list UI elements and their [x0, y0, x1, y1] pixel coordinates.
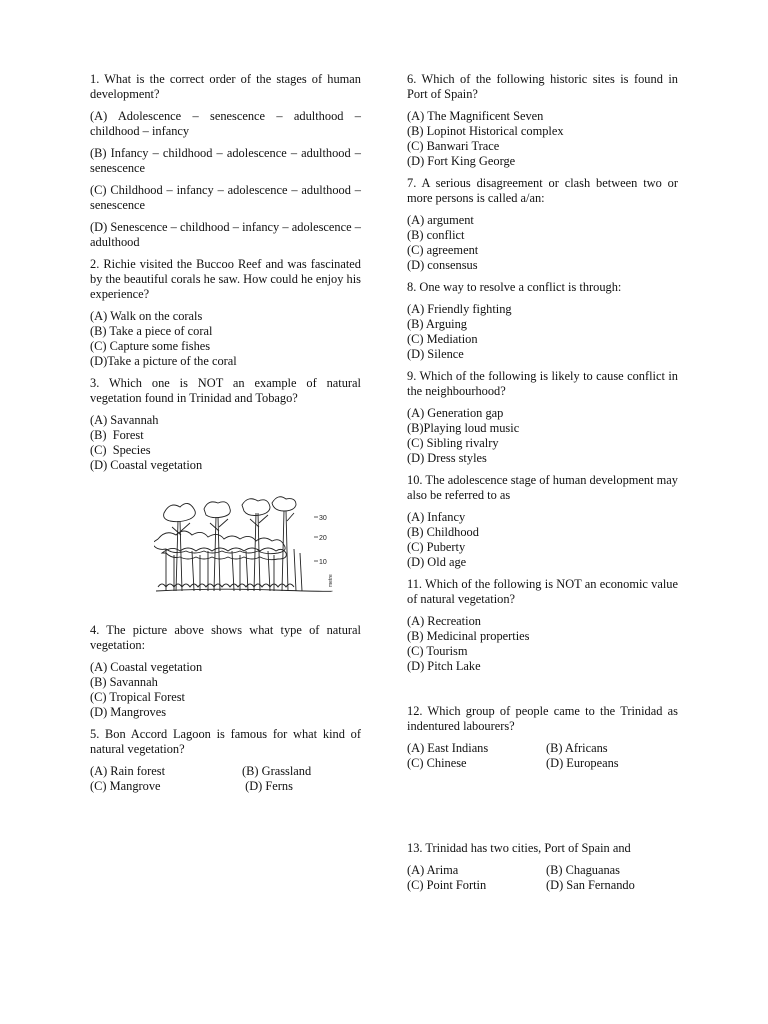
options-list	[407, 302, 678, 362]
option-d: (D) Ferns	[242, 779, 293, 793]
scale-label-20: 20	[319, 535, 327, 542]
option-c: (C) Mangrove	[90, 779, 161, 793]
option-b: (B) Infancy – childhood – adolescence – adulthood – senescence	[90, 146, 361, 175]
option-b: (B) Arguing	[407, 317, 468, 331]
option-c: (C) Species	[90, 443, 151, 457]
option-a: (A) Generation gap	[407, 406, 504, 420]
question-text: 1. What is the correct order of the stages of human development?	[90, 72, 361, 101]
question-8	[407, 280, 678, 362]
option-a: (A) Coastal vegetation	[90, 660, 203, 674]
option-b: (B) Childhood	[407, 525, 479, 539]
options-list	[90, 413, 361, 473]
option-c: (C) Sibling rivalry	[407, 436, 499, 450]
scale-unit-label: metre	[328, 574, 334, 587]
option-b: (B) Savannah	[90, 675, 158, 689]
options-grid	[407, 863, 678, 893]
options-list	[407, 213, 678, 273]
option-d: (D) Fort King George	[407, 154, 516, 168]
options-list	[407, 614, 678, 674]
option-d: (D)Take a picture of the coral	[90, 354, 237, 368]
options-list	[407, 109, 678, 169]
option-c: (C) Childhood – infancy – adolescence – adulthood – senescence	[90, 183, 361, 212]
option-c: (C) Chinese	[407, 756, 467, 770]
option-d: (D) Pitch Lake	[407, 659, 481, 673]
question-10	[407, 473, 678, 570]
option-a: (A) Arima	[407, 863, 459, 877]
option-a: (A) Savannah	[90, 413, 159, 427]
option-d: (D) Senescence – childhood – infancy – adolescence – adulthood	[90, 220, 361, 249]
option-b: (B) Medicinal properties	[407, 629, 530, 643]
forest-profile-drawing	[154, 491, 344, 599]
right-column	[407, 72, 678, 900]
option-d: (D) Europeans	[546, 756, 619, 770]
question-4	[90, 623, 361, 720]
option-b: (B) Africans	[546, 741, 608, 755]
option-d: (D) Silence	[407, 347, 464, 361]
scale-label-10: 10	[319, 559, 327, 566]
forest-profile-illustration	[154, 491, 344, 599]
options-list	[90, 660, 361, 720]
question-text: 9. Which of the following is likely to cause conflict in the neighbourhood?	[407, 369, 678, 398]
question-5	[90, 727, 361, 794]
option-c: (C) Tourism	[407, 644, 468, 658]
option-a: (A) Rain forest	[90, 764, 166, 778]
question-text: 12. Which group of people came to the Trinidad as indentured labourers?	[407, 704, 678, 733]
question-text: 3. Which one is NOT an example of natural vegetation found in Trinidad and Tobago?	[90, 376, 361, 405]
question-text: 11. Which of the following is NOT an economic value of natural vegetation?	[407, 577, 678, 606]
question-text: 6. Which of the following historic sites is found in Port of Spain?	[407, 72, 678, 101]
option-c: (C) Mediation	[407, 332, 478, 346]
question-text: 4. The picture above shows what type of natural vegetation:	[90, 623, 361, 652]
option-c: (C) Puberty	[407, 540, 466, 554]
question-1	[90, 72, 361, 250]
question-text: 7. A serious disagreement or clash between two or more persons is called a/an:	[407, 176, 678, 205]
option-a: (A) Recreation	[407, 614, 481, 628]
option-b: (B)Playing loud music	[407, 421, 520, 435]
left-column	[90, 72, 361, 801]
question-text: 10. The adolescence stage of human development may also be referred to as	[407, 473, 678, 502]
option-d: (D) Coastal vegetation	[90, 458, 203, 472]
question-text: 8. One way to resolve a conflict is through:	[407, 280, 622, 294]
option-c: (C) Point Fortin	[407, 878, 487, 892]
option-b: (B) conflict	[407, 228, 465, 242]
option-c: (C) Capture some fishes	[90, 339, 211, 353]
option-a: (A) The Magnificent Seven	[407, 109, 544, 123]
option-b: (B) Take a piece of coral	[90, 324, 213, 338]
question-9	[407, 369, 678, 466]
options-grid	[90, 764, 361, 794]
question-6	[407, 72, 678, 169]
options-list	[407, 406, 678, 466]
option-a: (A) Friendly fighting	[407, 302, 512, 316]
question-12	[407, 704, 678, 771]
option-b: (B) Forest	[90, 428, 144, 442]
question-3	[90, 376, 361, 473]
question-2	[90, 257, 361, 369]
option-d: (D) Old age	[407, 555, 467, 569]
option-b: (B) Grassland	[242, 764, 312, 778]
option-b: (B) Chaguanas	[546, 863, 620, 877]
question-text: 5. Bon Accord Lagoon is famous for what kind of natural vegetation?	[90, 727, 361, 756]
scale-label-30: 30	[319, 515, 327, 522]
option-d: (D) Dress styles	[407, 451, 487, 465]
option-d: (D) Mangroves	[90, 705, 167, 719]
option-a: (A) East Indians	[407, 741, 489, 755]
question-text: 2. Richie visited the Buccoo Reef and was fascinated by the beautiful corals he saw. How could he enjoy his experience?	[90, 257, 361, 301]
option-d: (D) consensus	[407, 258, 478, 272]
option-c: (C) agreement	[407, 243, 479, 257]
options-grid	[407, 741, 678, 771]
option-c: (C) Tropical Forest	[90, 690, 185, 704]
question-7	[407, 176, 678, 273]
option-b: (B) Lopinot Historical complex	[407, 124, 564, 138]
options-list	[407, 510, 678, 570]
option-a: (A) Walk on the corals	[90, 309, 203, 323]
question-13	[407, 841, 678, 893]
option-d: (D) San Fernando	[546, 878, 635, 892]
option-a: (A) Adolescence – senescence – adulthood – childhood – infancy	[90, 109, 361, 138]
option-a: (A) Infancy	[407, 510, 466, 524]
options-list	[90, 309, 361, 369]
question-text: 13. Trinidad has two cities, Port of Spain and	[407, 841, 631, 855]
question-11	[407, 577, 678, 674]
option-a: (A) argument	[407, 213, 474, 227]
option-c: (C) Banwari Trace	[407, 139, 500, 153]
